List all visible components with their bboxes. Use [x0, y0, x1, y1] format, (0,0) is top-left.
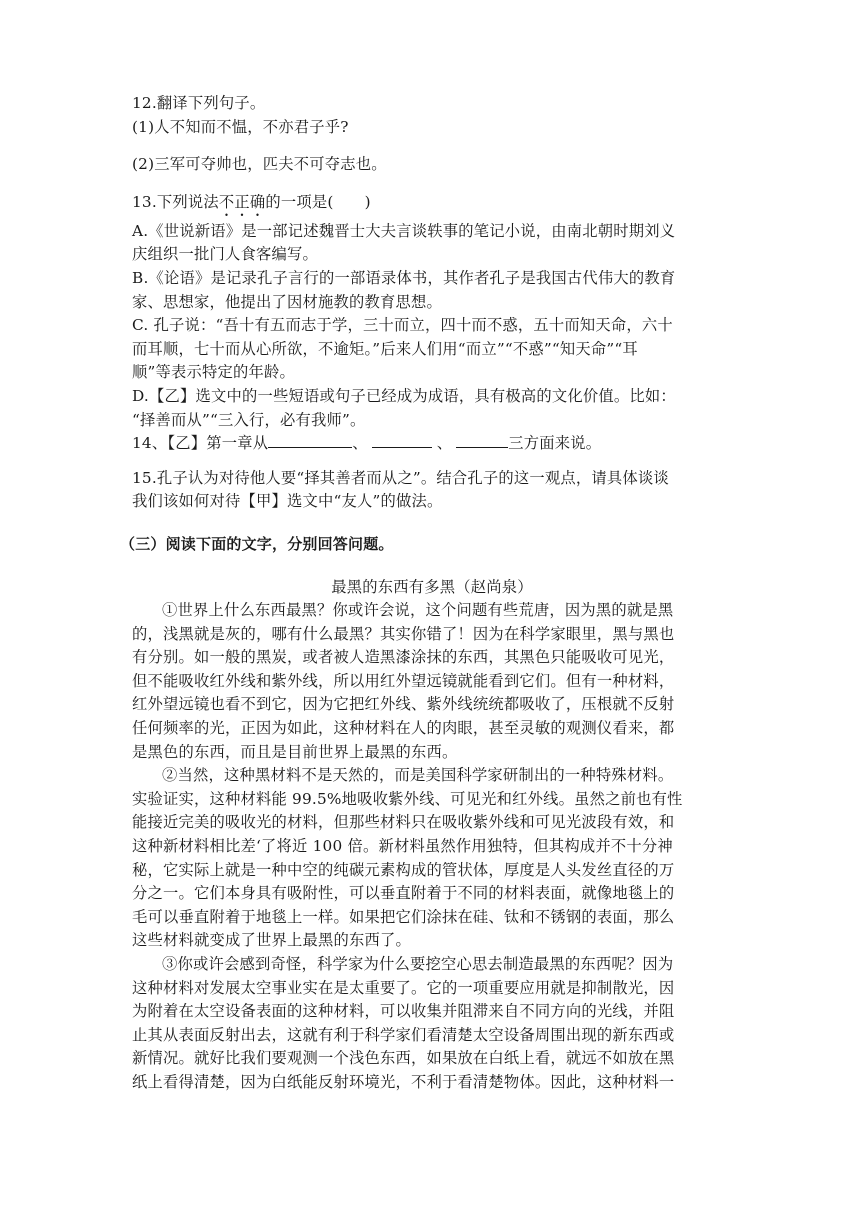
q14-separator-1: 、 [352, 434, 368, 453]
article-line: 能接近完美的吸收光的材料，但那些材料只在吸收紫外线和可见光波段有效，和 [132, 813, 675, 832]
q15-line-2: 我们该如何对待【甲】选文中“友人”的做法。 [132, 492, 443, 511]
q14-blank-2[interactable] [372, 433, 432, 448]
article-line: 这种新材料相比差‘了将近 100 倍。新材料虽然作用独特，但其构成并不十分神 [132, 837, 673, 856]
article-line: 纸上看得清楚，因为白纸能反射环境光，不利于看清楚物体。因此，这种材料一 [132, 1072, 675, 1091]
q14-blank-3[interactable] [456, 433, 508, 448]
q13-option-a-line2: 庆组织一批门人食客编写。 [132, 245, 318, 264]
q14-question [132, 432, 732, 456]
document-page [120, 92, 732, 1095]
q12-title: 12.翻译下列句子。 [132, 94, 266, 112]
q15-line-1: 15.孔子认为对待他人要“择其善者而从之”。结合孔子的这一观点，请具体谈谈 [132, 468, 669, 487]
article-line: 但不能吸收红外线和紫外线，所以用红外望远镜就能看到它们。但有一种材料， [132, 671, 675, 690]
article-line: 为附着在太空设备表面的这种材料，可以收集并阻滞来自不同方向的光线，并阻 [132, 1002, 675, 1021]
article-line: ①世界上什么东西最黑？你或许会说，这个问题有些荒唐，因为黑的就是黑 [162, 601, 674, 620]
article-line: 毛可以垂直附着于地毯上一样。如果把它们涂抹在硅、钛和不锈钢的表面，那么 [132, 907, 675, 926]
article-line: ③你或许会感到奇怪，科学家为什么要挖空心思去制造最黑的东西呢？因为 [162, 955, 674, 973]
q13-title-post: 的一项是( ) [265, 192, 371, 211]
q13-title [132, 191, 732, 220]
article-line: 秘，它实际上就是一种中空的纯碳元素构成的管状体，厚度是人头发丝直径的万 [132, 860, 675, 879]
article-title: 最黑的东西有多黑（赵尚泉） [331, 577, 533, 596]
q13-option-c-line1: C. 孔子说：“吾十有五而志于学，三十而立，四十而不惑，五十而知天命，六十 [132, 316, 673, 335]
article-line: 分之一。它们本身具有吸附性，可以垂直附着于不同的材料表面，就像地毯上的 [132, 884, 675, 903]
q12-sentence-1: (1)人不知而不愠，不亦君子乎? [132, 117, 349, 136]
q13-title-pre: 13.下列说法 [132, 192, 219, 211]
q13-option-b-line1: B.《论语》是记录孔子言行的一部语录体书，其作者孔子是我国古代伟大的教育 [132, 268, 676, 287]
article-line: 止其从表面反射出去，这就有利于科学家们看清楚太空设备周围出现的新东西或 [132, 1025, 675, 1044]
article-line: 新情况。就好比我们要观测一个浅色东西，如果放在白纸上看，就远不如放在黑 [132, 1049, 675, 1068]
article-line: 是黑色的东西，而且是目前世界上最黑的东西。 [132, 742, 458, 761]
q13-option-d-line2: “择善而从”“三入行，必有我师”。 [132, 410, 366, 429]
q14-blank-1[interactable] [268, 433, 352, 448]
article-line: 实验证实，这种材料能 99.5%地吸收紫外线、可见光和红外线。虽然之前也有性 [132, 789, 683, 808]
q13-option-c-line3: 顺”等表示特定的年龄。 [132, 363, 295, 382]
article-line: 红外望远镜也看不到它，因为它把红外线、紫外线统统都吸收了，压根就不反射 [132, 695, 675, 714]
q14-suffix: 三方面来说。 [508, 434, 602, 453]
article-line: 这些材料就变成了世界上最黑的东西了。 [132, 931, 411, 950]
section-3-heading: （三）阅读下面的文字，分别回答问题。 [120, 534, 394, 553]
article-line: 这种材料对发展太空事业实在是太重要了。它的一项重要应用就是抑制散光，因 [132, 978, 675, 997]
article-line: 的，浅黑就是灰的，哪有什么最黑？其实你错了！因为在科学家眼里，黑与黑也 [132, 624, 675, 643]
article-line: ②当然，这种黑材料不是天然的，而是美国科学家研制出的一种特殊材料。 [162, 766, 674, 785]
q13-title-emphasis: 不正确 [218, 192, 266, 211]
q14-separator-2: 、 [431, 434, 453, 453]
article-line: 任何频率的光，正因为如此，这种材料在人的肉眼，甚至灵敏的观测仪看来，都 [132, 719, 675, 738]
article-line: 有分别。如一般的黑炭，或者被人造黑漆涂抹的东西，其黑色只能吸收可见光， [132, 648, 675, 667]
q13-option-c-line2: 而耳顺，七十而从心所欲，不逾矩。”后来人们用“而立”“不惑”“知天命”“耳 [132, 339, 638, 358]
q13-option-a-line1: A.《世说新语》是一部记述魏晋士大夫言谈轶事的笔记小说，由南北朝时期刘义 [132, 221, 676, 240]
q13-option-d-line1: D.【乙】选文中的一些短语或句子已经成为成语，具有极高的文化价值。比如： [132, 386, 676, 405]
q13-option-b-line2: 家、思想家，他提出了因材施教的教育思想。 [132, 292, 442, 311]
q14-prefix: 14、【乙】第一章从 [132, 434, 269, 453]
q12-sentence-2: (2)三军可夺帅也，匹夫不可夺志也。 [132, 155, 387, 174]
